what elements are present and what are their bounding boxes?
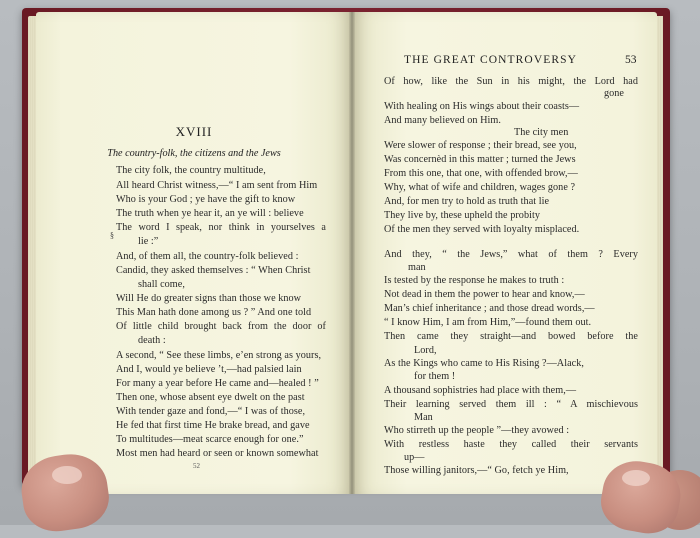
left-line: And I, would ye believe ’t,—had palsied lain — [116, 364, 302, 375]
right-line: “ I know Him, I am from Him,”—found them out. — [384, 317, 592, 328]
right-line: They live by, these upheld the probity — [384, 210, 540, 221]
right-line: Those willing janitors,—“ Go, fetch ye Him, — [384, 465, 569, 476]
right-line: for them ! — [414, 371, 456, 382]
right-line: From this one, that one, with offended brow,— — [384, 168, 578, 179]
left-line: Candid, they asked themselves : “ When Christ — [116, 265, 311, 276]
right-line: Lord, — [414, 345, 437, 356]
left-line: Will He do greater signs than those we know — [116, 293, 302, 304]
left-line: Of little child brought back from the door of — [116, 321, 326, 332]
right-line: Of how, like the Sun in his might, the Lord had — [384, 76, 638, 87]
right-line: The city men — [514, 127, 569, 138]
right-line: gone — [604, 88, 625, 99]
left-line: To multitudes—meat scarce enough for one.” — [116, 434, 304, 445]
left-line: A second, “ See these limbs, e’en strong as yours, — [116, 350, 322, 361]
page-number: 53 — [625, 54, 637, 66]
right-thumbnail-nail — [622, 470, 650, 486]
right-line: As the Kings who came to His Rising ?—Alack, — [384, 358, 584, 369]
right-line: Why, what of wife and children, wages gone ? — [384, 182, 576, 193]
right-line: up— — [404, 452, 425, 463]
book-gutter — [349, 12, 355, 494]
left-line: lie :” — [138, 236, 159, 247]
right-line: Not dead in them the power to hear and know,— — [384, 289, 585, 300]
left-line: All heard Christ witness,—“ I am sent from Him — [116, 180, 318, 191]
right-line: Was concernèd in this matter ; turned the Jews — [384, 154, 576, 165]
right-line: And many believed on Him. — [384, 115, 501, 126]
right-line: A thousand sophistries had place with them,— — [384, 385, 577, 396]
right-line: Of the men they served with loyalty misplaced. — [384, 224, 580, 235]
left-line: With tender gaze and fond,—“ I was of those, — [116, 406, 306, 417]
right-line: Is tested by the response he makes to truth : — [384, 275, 565, 286]
left-line: This Man hath done among us ? ” And one told — [116, 307, 312, 318]
margin-marker: § — [110, 231, 114, 240]
left-line: And, of them all, the country-folk believed : — [116, 251, 299, 262]
right-line: Man’s chief inheritance ; and those dread words,— — [384, 303, 595, 314]
left-line: Then one, whose absent eye dwelt on the past — [116, 392, 305, 403]
left-line: He fed that first time He brake bread, and gave — [116, 420, 310, 431]
running-head: THE GREAT CONTROVERSY — [404, 54, 578, 66]
right-line: With healing on His wings about their coasts— — [384, 101, 580, 112]
left-line: The truth when ye hear it, an ye will : believe — [116, 208, 304, 219]
right-line: Were slower of response ; their bread, see you, — [384, 140, 577, 151]
right-line: Man — [414, 412, 433, 423]
left-page-folio: 52 — [193, 462, 200, 470]
right-line: Who stirreth up the people ”—they avowed : — [384, 425, 570, 436]
right-line: Then came they straight—and bowed before the — [384, 331, 638, 342]
right-line: Their learning served them ill : “ A mischievous — [384, 399, 638, 410]
left-line: shall come, — [138, 279, 185, 290]
left-line: death : — [138, 335, 166, 346]
right-line: man — [408, 262, 426, 273]
right-line: With restless haste they called their servants — [384, 439, 638, 450]
left-line: Most men had heard or seen or known somewhat — [116, 448, 319, 459]
left-line: The city folk, the country multitude, — [116, 165, 266, 176]
left-line: Who is your God ; ye have the gift to know — [116, 194, 296, 205]
left-line: For many a year before He came and—healed ! ” — [116, 378, 319, 389]
left-line: The word I speak, nor think in yourselves a — [116, 222, 326, 233]
chapter-title: The country-folk, the citizens and the Jews — [107, 148, 281, 159]
chapter-number: XVIII — [175, 124, 213, 139]
left-thumbnail-nail — [52, 466, 82, 484]
right-line: And, for men try to hold as truth that lie — [384, 196, 550, 207]
right-line: And they, “ the Jews,” what of them ? Every — [384, 249, 638, 260]
